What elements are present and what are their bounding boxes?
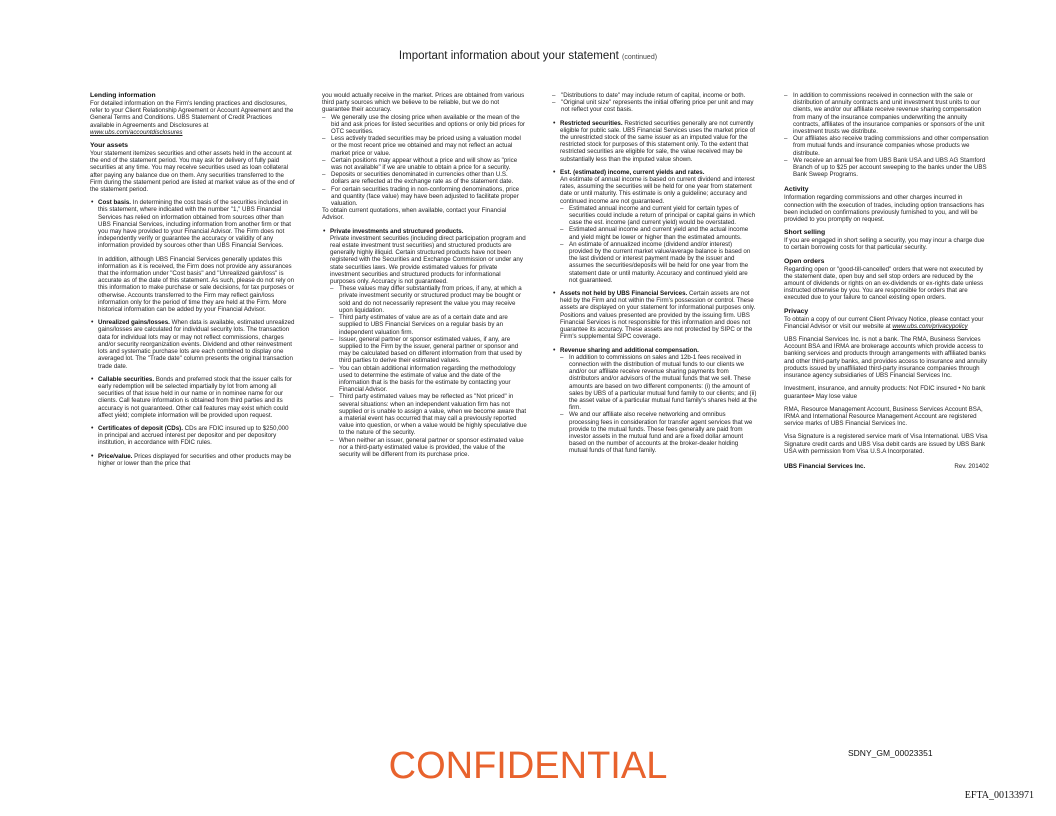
cost-basis-item: • Cost basis. In determining the cost basis of the securities included in this statement, where indicated with the number "1," UBS Financial Services has relied on information obtained from sources other than UBS Financial Services, including information from another firm or that you may have provided to your Financial Advisor. The Firm does not independently verify or guarantee the accuracy or validity of any information provided by sources other than UBS Financial Services. In addition, although UBS Financial Services generally updates this information as it is received, the Firm does not provide any assurances that the information under "Cost basis" and "Unrealized gain/loss" is accurate as of the date of this statement. As such, please do not rely on this information to make purchase or sale decisions, for tax purposes or otherwise. Accounts transferred to the Firm may reflect gain/loss information only for the period of time they are held at the Firm. More historical information can be added by your Financial Advisor. (90, 199, 295, 313)
lending-section (90, 92, 295, 136)
dash-item: – Deposits or securities denominated in currencies other than U.S. dollars are reflected at the exchange rate as of the statement date. (322, 171, 527, 185)
column-2 (322, 92, 527, 464)
price-dash-list (322, 114, 527, 208)
dash-item: – In addition to commissions on sales and 12b-1 fees received in connection with the distribution of mutual funds to our clients we and/or our affiliate receive revenue sharing payments from distributors and/or advisors of the mutual funds that we sell. These amounts are based on two different components: (i) the amount of sales by UBS of a particular mutual fund family to our clients; and (ii) the asset value of a particular mutual fund family's shares held at the firm. (560, 354, 757, 412)
investment-disclaimer-text: Investment, insurance, and annuity products: Not FDIC insured • No bank guarantee• May lose value (784, 385, 986, 400)
open-orders-text: Regarding open or "good-till-cancelled" orders that were not executed by the statement date, open buy and sell stop orders are reduced by the amount of dividends or rights on an ex-dividends or ex-rights date unless instructed otherwise by you. You are responsible for orders that are executed due to your failure to cancel existing open orders. (784, 265, 984, 302)
dash-item: – In addition to commissions received in connection with the sale or distribution of annuity contracts and unit investment trust units to our clients, we and/or our affiliate receive revenue sharing compensation from many of the insurance companies underwriting the annuity contracts, affiliates of the insurance companies or sponsors of the unit investment trusts we distribute. (784, 92, 989, 135)
privacy-section (784, 308, 989, 330)
account-disclosures-link[interactable]: www.ubs.com/accountdisclosures (90, 128, 183, 136)
dash-item: – An estimate of annualized income (dividend and/or interest) provided by the current market value/average balance is based on the last dividend or interest payment made by the issuer and assumes the securities/deposits will be held for one year from the statement date or until maturity. Accuracy and continued yield are not guaranteed. (560, 241, 757, 284)
lending-text: For detailed information on the Firm's lending practices and disclosures, refer to your Client Relationship Agreement or Account Agreement and the General Terms and Conditions. UBS Statement of Credit Practices available in Agreements and Disclosures at www.ubs.com/accountdisclosures (90, 100, 294, 136)
privacy-heading: Privacy (784, 307, 809, 315)
dash-item: – These values may differ substantially from prices, if any, at which a private investment security or structured product may be bought or sold and do not necessarily represent the value you may receive upon liquidation. (330, 285, 527, 314)
price-continued-text: you would actually receive in the market. Prices are obtained from various third party sources which we believe to be reliable, but we do not guarantee their accuracy. (322, 92, 525, 114)
dash-item: – Less actively traded securities may be priced using a valuation model or the most recent price we obtained and may not reflect an actual market price or value. (322, 135, 527, 157)
cost-basis-text-2: In addition, although UBS Financial Services generally updates this information as it is received, the Firm does not provide any assurances that the information under "Cost basis" and "Unrealized gain/loss" is accurate as of the date of this statement. As such, please do not rely on this information to make purchase or sale decisions, for tax purposes or otherwise. Accounts transferred to the Firm may reflect gain/loss information only for the period of time they are held at the Firm. More historical information can be added by your Financial Advisor. (98, 255, 295, 314)
revision-label: Rev. 201402 (954, 462, 989, 470)
privacy-text: To obtain a copy of our current Client Privacy Notice, please contact your Financial Advisor or visit our website at www.ubs.com/privacypolicy (784, 315, 984, 330)
revenue-dash-list (560, 354, 757, 455)
efta-id: EFTA_00133971 (964, 790, 1034, 801)
dash-item: – We and our affiliate also receive networking and omnibus processing fees in consideration for transfer agent services that we provide to the mutual funds. These fees generally are paid from investor assets in the mutual fund and are a fixed dollar amount based on the number of accounts at the broker-dealer holding mutual funds of that fund family. (560, 411, 757, 454)
dash-item: – "Original unit size" represents the initial offering price per unit and may not reflect your cost basis. (552, 99, 757, 113)
dash-item: – We generally use the closing price when available or the mean of the bid and ask prices for listed securities and options or only bid prices for OTC securities. (322, 114, 527, 136)
est-dash-list (560, 205, 757, 284)
column-4 (784, 92, 989, 470)
price-value-item: • Price/value. Prices displayed for securities and other products may be higher or lower than the price that (90, 453, 295, 467)
dash-item: – "Distributions to date" may include return of capital, income or both. (552, 92, 757, 99)
page-title-text: Important information about your statement (398, 50, 619, 62)
dash-item: – When neither an issuer, general partner or sponsor estimated value nor a third-party estimated value is provided, the value of the security will be different from its purchase price. (330, 437, 527, 459)
col3-bullets (552, 120, 757, 455)
revenue-sharing-item: • Revenue sharing and additional compensation. – In addition to commissions on sales and 12b-1 fees received in connection with the distribution of mutual funds to our clients we and/or our affiliate receive revenue sharing payments from distributors and/or advisors of the mutual funds that we sell. These amounts are based on two different components: (i) the amount of sales by UBS of a particular mutual fund family to our clients; and (ii) the asset value of a particular mutual fund family's shares held at the firm. – We and our affiliate also receive networking and omnibus processing fees in consideration for transfer agent services that we provide to the mutual funds. These fees generally are paid from investor assets in the mutual fund and are a fixed dollar amount based on the number of accounts at the broker-dealer holding mutual funds of that fund family. (552, 347, 757, 455)
page-title (0, 50, 1056, 62)
dash-item: – Certain positions may appear without a price and will show as "price was not available" if we are unable to obtain a price for a security. (322, 157, 527, 171)
dash-item: – Third party estimates of value are as of a certain date and are supplied to UBS Financial Services on a regular basis by an independent valuation firm. (330, 314, 527, 336)
firm-name: UBS Financial Services Inc. (784, 462, 866, 470)
assets-text: Your statement itemizes securities and other assets held in the account at the end of the statement period. You may ask for delivery of fully paid securities at any time. You may receive securities used as loan collateral after paying any balance due on them. Any securities transferred to the Firm during the statement period are listed at market value as of the end of the statement period. (90, 150, 295, 194)
activity-text: Information regarding commissions and other charges incurred in connection with the execution of trades, including option transactions has been included on confirmations previously furnished to you, and will be provided to you promptly on request. (784, 194, 985, 224)
quotations-text: To obtain current quotations, when available, contact your Financial Advisor. (322, 207, 507, 222)
short-selling-text: If you are engaged in short selling a security, you may incur a charge due to certain borrowing costs for that particular security. (784, 237, 985, 252)
dash-item: – Estimated annual income and current yield for certain types of securities could include a return of principal or capital gains in which case the est. income (and current yield) would be overstated. (560, 205, 757, 227)
compensation-dash-list (784, 92, 989, 178)
lending-heading: Lending information (90, 92, 156, 99)
assets-not-held-item: • Assets not held by UBS Financial Services. Certain assets are not held by the Firm and not within the Firm's possession or control. These assets are displayed on your statement for informational purposes only. Positions and values presented are provided by the issuing firm. UBS Financial Services is not responsible for this information and does not guarantee its accuracy. These assets are not protected by SIPC or the Firm's supplemental SIPC coverage. (552, 290, 757, 340)
dash-item: – You can obtain additional information regarding the methodology used to determine the estimate of value and the date of the information that is the basis for the estimate by contacting your Financial Advisor. (330, 365, 527, 394)
column-1 (90, 92, 295, 473)
assets-section (90, 142, 295, 193)
dash-item: – Estimated annual income and current yield and the actual income and yield might be lower or higher than the estimated amounts. (560, 226, 757, 240)
short-selling-section (784, 229, 989, 251)
not-a-bank-text: UBS Financial Services Inc. is not a bank. The RMA, Business Services Account BSA and IRMA are brokerage accounts which provide access to banking services and products through arrangements with affiliated banks and other third-party banks, and provides access to insurance and annuity products issued by unaffiliated third-party insurance companies through insurance agency subsidiaries of UBS Financial Services Inc. (784, 336, 987, 380)
dash-item: – Our affiliates also receive trading commissions and other compensation from mutual funds and insurance companies whose products we distribute. (784, 135, 989, 157)
open-orders-heading: Open orders (784, 257, 825, 265)
dash-item: – Third party estimated values may be reflected as "Not priced" in several situations: when an independent valuation firm has not supplied or is unable to assign a value, when we become aware that a material event has occurred that may call a previously reported value into question, or when a value would be highly speculative due to the nature of the security. (330, 393, 527, 436)
private-dash-list (330, 285, 527, 458)
activity-heading: Activity (784, 186, 809, 194)
continued-label: (continued) (622, 54, 658, 61)
unrealized-item: • Unrealized gains/losses. When data is available, estimated unrealized gains/losses are calculated for individual security lots. The transaction data for individual lots may or may not reflect commissions, charges and/or security reorganization events. Dividend and other reinvestment lots and systematic purchase lots are each combined to display one averaged lot. The "Trade date" column presents the original transaction trade date. (90, 319, 295, 369)
document-id: SDNY_GM_00023351 (848, 748, 933, 758)
column-3 (552, 92, 757, 461)
dash-item: – We receive an annual fee from UBS Bank USA and UBS AG Stamford Branch of up to $25 per account sweeping to the banks under the UBS Bank Sweep Programs. (784, 157, 989, 179)
assets-bullets (90, 199, 295, 467)
dash-item: – For certain securities trading in non-conforming denominations, price and quantity (face value) may have been adjusted to facilitate proper valuation. (322, 186, 527, 208)
rma-trademark-text: RMA, Resource Management Account, Business Services Account BSA, IRMA and International Resource Management Account are registered service marks of UBS Financial Services Inc. (784, 405, 983, 428)
visa-trademark-text: Visa Signature is a registered service mark of Visa International. UBS Visa Signature credit cards and UBS Visa debit cards are issued by UBS Bank USA with permission from Visa U.S.A Incorporated. (784, 433, 988, 455)
open-orders-section (784, 258, 989, 302)
private-bullets (322, 228, 527, 459)
firm-footer (784, 463, 989, 470)
restricted-item: • Restricted securities. Restricted securities generally are not currently eligible for public sale. UBS Financial Services uses the market price of the unrestricted stock of the same issuer as an imputed value for the restricted stock for purposes of this statement only. To the extent that restricted securities are eligible for sale, the value received may be substantially less than the imputed value shown. (552, 120, 757, 163)
short-selling-heading: Short selling (784, 229, 826, 237)
confidential-stamp: CONFIDENTIAL (388, 745, 668, 787)
callable-item: • Callable securities. Bonds and preferred stock that the issuer calls for early redemption will be selected impartially by lot from among all securities of that issue held in our name or in nominee name for our clients. Call feature information is obtained from third parties and its accuracy is not guaranteed. Other call features may exist which could affect yield; complete information will be provided upon request. (90, 376, 295, 419)
activity-section (784, 186, 989, 223)
assets-heading: Your assets (90, 142, 129, 150)
private-investments-item: • Private investments and structured products. Private investment securities (including direct participation program and real estate investment trust securities) and structured products are generally highly illiquid. Certain structured products have not been registered with the Securities and Exchange Commission or under any state securities laws. We provide estimated values for private investment securities and structured products for informational purposes only. Accuracy is not guaranteed. – These values may differ substantially from prices, if any, at which a private investment security or structured product may be bought or sold and do not necessarily represent the value you may receive upon liquidation. – Third party estimates of value are as of a certain date and are supplied to UBS Financial Services on a regular basis by an independent valuation firm. – Issuer, general partner or sponsor estimated values, if any, are supplied to the Firm by the issuer, general partner or sponsor and may be calculated based on different information from that used by third parties to derive their estimated values. – You can obtain additional information regarding the methodology used to determine the estimate of value and the date of the information that is the basis for the estimate by contacting your Financial Advisor. – Third party estimated values may be reflected as "Not priced" in several situations: when an independent valuation firm has not supplied or is unable to assign a value, when we become aware that a material event has occurred that may call a previously reported value into question, or when a value would be highly speculative due to the nature of the security. – When neither an issuer, general partner or sponsor estimated value nor a third-party estimated value is provided, the value of the security will be different from its purchase price. (322, 228, 527, 459)
dash-item: – Issuer, general partner or sponsor estimated values, if any, are supplied to the Firm by the issuer, general partner or sponsor and may be calculated based on different information from that used by third parties to derive their estimated values. (330, 336, 527, 365)
distribution-dash-list (552, 92, 757, 114)
cd-item: • Certificates of deposit (CDs). CDs are FDIC insured up to $250,000 in principal and accrued interest per depositor and per depository institution, in accordance with FDIC rules. (90, 425, 295, 447)
estimated-income-item: • Est. (estimated) income, current yields and rates. An estimate of annual income is based on current dividend and interest rates, assuming the securities will be held for one year from statement date or until maturity. This estimate is only a guideline; accuracy and continued income are not guaranteed. – Estimated annual income and current yield for certain types of securities could include a return of principal or capital gains in which case the est. income (and current yield) would be overstated. – Estimated annual income and current yield and the actual income and yield might be lower or higher than the estimated amounts. – An estimate of annualized income (dividend and/or interest) provided by the current market value/average balance is based on the last dividend or interest payment made by the issuer and assumes the securities/deposits will be held for one year from the statement date or until maturity. Accuracy and continued yield are not guaranteed. (552, 169, 757, 284)
privacy-policy-link[interactable]: www.ubs.com/privacypolicy (892, 322, 968, 330)
